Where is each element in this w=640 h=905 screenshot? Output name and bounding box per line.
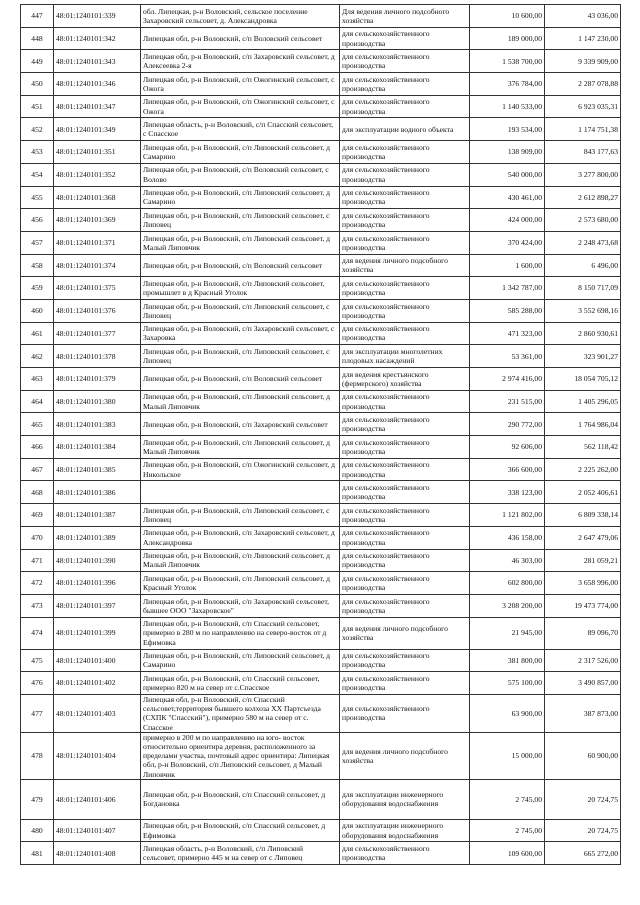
cadastral-value-cell: 562 118,42	[545, 436, 621, 459]
cadastral-number-cell: 48:01:1240101:403	[54, 694, 141, 732]
permitted-use-cell: для сельскохозяйственного производства	[340, 572, 470, 595]
address-cell: Липецкая область, р-н Воловский, с/п Липовский сельсовет, примерно 445 м на север от с Липовец	[141, 842, 340, 865]
cadastral-number-cell: 48:01:1240101:385	[54, 458, 141, 481]
area-cell: 3 208 200,00	[470, 594, 545, 617]
row-number-cell: 469	[21, 504, 54, 527]
table-row	[21, 73, 621, 96]
address-cell: Липецкая обл, р-н Воловский, с/п Спасский сельсовет, д Богдановка	[141, 779, 340, 819]
area-cell: 46 303,00	[470, 549, 545, 572]
cadastral-number-cell: 48:01:1240101:407	[54, 819, 141, 842]
row-number-cell: 460	[21, 299, 54, 322]
table-row	[21, 254, 621, 277]
table-row	[21, 345, 621, 368]
row-number-cell: 466	[21, 436, 54, 459]
area-cell: 585 288,00	[470, 299, 545, 322]
cadastral-number-cell: 48:01:1240101:343	[54, 50, 141, 73]
row-number-cell: 473	[21, 594, 54, 617]
address-cell: примерно в 200 м по направлению на юго- восток относительно ориентира деревня, расположенного за пределами участка, почтовый адрес ориентира: Липецкая обл, р-н Воловский, с/п Липовский сельсовет, д Малый Липовчик	[141, 732, 340, 779]
area-cell: 290 772,00	[470, 413, 545, 436]
permitted-use-cell: для сельскохозяйственного производства	[340, 95, 470, 118]
cadastral-value-cell: 2 860 930,61	[545, 322, 621, 345]
cadastral-number-cell: 48:01:1240101:347	[54, 95, 141, 118]
cadastral-number-cell: 48:01:1240101:383	[54, 413, 141, 436]
address-cell: Липецкая обл, р-н Воловский, с/п Захаровский сельсовет, д Алексеевка 2-я	[141, 50, 340, 73]
cadastral-value-cell: 2 573 680,00	[545, 209, 621, 232]
area-cell: 21 945,00	[470, 617, 545, 649]
cadastral-value-cell: 3 552 698,16	[545, 299, 621, 322]
area-cell: 10 600,00	[470, 5, 545, 28]
row-number-cell: 452	[21, 118, 54, 141]
area-cell: 381 800,00	[470, 649, 545, 672]
address-cell: Липецкая обл, р-н Воловский, с/п Липовский сельсовет, д Красный Уголок	[141, 572, 340, 595]
permitted-use-cell: для сельскохозяйственного производства	[340, 481, 470, 504]
address-cell: Липецкая обл, р-н Воловский, с/п Ожогинский сельсовет, с Ожога	[141, 95, 340, 118]
address-cell: Липецкая обл, р-н Воловский, с/п Липовский сельсовет, д Самарино	[141, 141, 340, 164]
table-row	[21, 594, 621, 617]
permitted-use-cell: для сельскохозяйственного производства	[340, 322, 470, 345]
cadastral-value-cell: 2 317 526,00	[545, 649, 621, 672]
table-row	[21, 526, 621, 549]
permitted-use-cell: для сельскохозяйственного производства	[340, 299, 470, 322]
cadastral-value-cell: 6 496,00	[545, 254, 621, 277]
cadastral-number-cell: 48:01:1240101:346	[54, 73, 141, 96]
area-cell: 471 323,00	[470, 322, 545, 345]
permitted-use-cell: для ведения личного подсобного хозяйства	[340, 732, 470, 779]
cadastral-value-cell: 3 490 857,00	[545, 672, 621, 695]
table-row	[21, 694, 621, 732]
cadastral-value-cell: 43 036,00	[545, 5, 621, 28]
permitted-use-cell: для эксплуатации водного объекта	[340, 118, 470, 141]
row-number-cell: 481	[21, 842, 54, 865]
table-row	[21, 436, 621, 459]
row-number-cell: 477	[21, 694, 54, 732]
table-row	[21, 617, 621, 649]
row-number-cell: 450	[21, 73, 54, 96]
row-number-cell: 472	[21, 572, 54, 595]
cadastral-number-cell: 48:01:1240101:377	[54, 322, 141, 345]
address-cell: Липецкая обл, р-н Воловский, с/п Ожогинский сельсовет, с Ожога	[141, 73, 340, 96]
area-cell: 15 000,00	[470, 732, 545, 779]
area-cell: 63 900,00	[470, 694, 545, 732]
cadastral-number-cell: 48:01:1240101:390	[54, 549, 141, 572]
address-cell: Липецкая обл, р-н Воловский, с/п Воловский сельсовет, с Волово	[141, 163, 340, 186]
address-cell: Липецкая обл, р-н Воловский, с/п Спасский сельсовет, д Ефимовка	[141, 819, 340, 842]
cadastral-value-cell: 3 277 800,00	[545, 163, 621, 186]
cadastral-number-cell: 48:01:1240101:399	[54, 617, 141, 649]
address-cell: Липецкая обл, р-н Воловский, с/п Липовский сельсовет, д Самарино	[141, 649, 340, 672]
table-row	[21, 5, 621, 28]
cadastral-number-cell: 48:01:1240101:374	[54, 254, 141, 277]
cadastral-number-cell: 48:01:1240101:386	[54, 481, 141, 504]
address-cell: Липецкая обл, р-н Воловский, с/п Захаровский сельсовет	[141, 413, 340, 436]
permitted-use-cell: для эксплуатации многолетних плодовых насаждений	[340, 345, 470, 368]
row-number-cell: 458	[21, 254, 54, 277]
address-cell: Липецкая обл, р-н Воловский, с/п Захаровский сельсовет, бывшее ООО "Захаровское"	[141, 594, 340, 617]
cadastral-number-cell: 48:01:1240101:396	[54, 572, 141, 595]
table-row	[21, 27, 621, 50]
land-parcels-table	[20, 4, 621, 865]
table-row	[21, 413, 621, 436]
address-cell: Липецкая обл, р-н Воловский, с/п Липовский сельсовет, с Липовец	[141, 504, 340, 527]
address-cell: Липецкая обл, р-н Воловский, с/п Воловский сельсовет	[141, 254, 340, 277]
area-cell: 1 538 700,00	[470, 50, 545, 73]
address-cell: Липецкая обл, р-н Воловский, с/п Спасский сельсовет, примерно в 280 м по направлению на северо-восток от д Ефимовка	[141, 617, 340, 649]
cadastral-value-cell: 60 900,00	[545, 732, 621, 779]
table-row	[21, 732, 621, 779]
cadastral-number-cell: 48:01:1240101:380	[54, 390, 141, 413]
table-row	[21, 458, 621, 481]
permitted-use-cell: для сельскохозяйственного производства	[340, 27, 470, 50]
row-number-cell: 465	[21, 413, 54, 436]
address-cell: Липецкая обл, р-н Воловский, с/п Спасский сельсовет,территория бывшего колхоза XX Партсъезда (СХПК "Спасский"), примерно 580 м на север от с. Спасское	[141, 694, 340, 732]
cadastral-value-cell: 281 059,21	[545, 549, 621, 572]
address-cell: Липецкая обл, р-н Воловский, с/п Воловский сельсовет	[141, 368, 340, 391]
table-row	[21, 322, 621, 345]
row-number-cell: 474	[21, 617, 54, 649]
table-body	[21, 5, 621, 865]
table-row	[21, 209, 621, 232]
cadastral-value-cell: 89 096,70	[545, 617, 621, 649]
address-cell: Липецкая обл, р-н Воловский, с/п Липовский сельсовет, д Малый Липовчик	[141, 436, 340, 459]
row-number-cell: 451	[21, 95, 54, 118]
table-row	[21, 672, 621, 695]
cadastral-number-cell: 48:01:1240101:400	[54, 649, 141, 672]
cadastral-number-cell: 48:01:1240101:375	[54, 277, 141, 300]
table-row	[21, 390, 621, 413]
cadastral-value-cell: 323 901,27	[545, 345, 621, 368]
permitted-use-cell: для ведения личного подсобного хозяйства	[340, 617, 470, 649]
row-number-cell: 467	[21, 458, 54, 481]
address-cell: Липецкая обл, р-н Воловский, с/п Захаровский сельсовет, с Захаровка	[141, 322, 340, 345]
cadastral-value-cell: 20 724,75	[545, 779, 621, 819]
permitted-use-cell: для сельскохозяйственного производства	[340, 50, 470, 73]
address-cell: Липецкая обл, р-н Воловский, с/п Спасский сельсовет, примерно 820 м на север от с.Спасское	[141, 672, 340, 695]
address-cell: Липецкая обл, р-н Воловский, с/п Липовский сельсовет, д Самарино	[141, 186, 340, 209]
permitted-use-cell: для сельскохозяйственного производства	[340, 594, 470, 617]
cadastral-number-cell: 48:01:1240101:384	[54, 436, 141, 459]
permitted-use-cell: для сельскохозяйственного производства	[340, 277, 470, 300]
table-row	[21, 299, 621, 322]
cadastral-value-cell: 2 612 898,27	[545, 186, 621, 209]
row-number-cell: 448	[21, 27, 54, 50]
table-row	[21, 368, 621, 391]
cadastral-value-cell: 6 923 035,31	[545, 95, 621, 118]
table-row	[21, 481, 621, 504]
permitted-use-cell: для сельскохозяйственного производства	[340, 390, 470, 413]
permitted-use-cell: для сельскохозяйственного производства	[340, 458, 470, 481]
row-number-cell: 471	[21, 549, 54, 572]
table-row	[21, 95, 621, 118]
area-cell: 109 600,00	[470, 842, 545, 865]
cadastral-number-cell: 48:01:1240101:368	[54, 186, 141, 209]
row-number-cell: 455	[21, 186, 54, 209]
table-row	[21, 549, 621, 572]
area-cell: 370 424,00	[470, 231, 545, 254]
cadastral-value-cell: 2 052 406,61	[545, 481, 621, 504]
permitted-use-cell: для сельскохозяйственного производства	[340, 163, 470, 186]
permitted-use-cell: для эксплуатации инженерного оборудования водоснабжения	[340, 779, 470, 819]
cadastral-number-cell: 48:01:1240101:342	[54, 27, 141, 50]
area-cell: 193 534,00	[470, 118, 545, 141]
cadastral-value-cell: 3 658 996,00	[545, 572, 621, 595]
address-cell: Липецкая обл, р-н Воловский, с/п Захаровский сельсовет, д Александровка	[141, 526, 340, 549]
area-cell: 2 974 416,00	[470, 368, 545, 391]
permitted-use-cell: для ведения личного подсобного хозяйства	[340, 254, 470, 277]
cadastral-number-cell: 48:01:1240101:352	[54, 163, 141, 186]
address-cell: Липецкая обл, р-н Воловский, с/п Ожогинский сельсовет, д Никольское	[141, 458, 340, 481]
area-cell: 540 000,00	[470, 163, 545, 186]
row-number-cell: 468	[21, 481, 54, 504]
cadastral-number-cell: 48:01:1240101:339	[54, 5, 141, 28]
area-cell: 602 800,00	[470, 572, 545, 595]
row-number-cell: 463	[21, 368, 54, 391]
row-number-cell: 478	[21, 732, 54, 779]
row-number-cell: 476	[21, 672, 54, 695]
table-row	[21, 819, 621, 842]
cadastral-number-cell: 48:01:1240101:408	[54, 842, 141, 865]
row-number-cell: 464	[21, 390, 54, 413]
row-number-cell: 454	[21, 163, 54, 186]
permitted-use-cell: для сельскохозяйственного производства	[340, 549, 470, 572]
permitted-use-cell: Для ведения личного подсобного хозяйства	[340, 5, 470, 28]
cadastral-number-cell: 48:01:1240101:397	[54, 594, 141, 617]
table-row	[21, 141, 621, 164]
row-number-cell: 462	[21, 345, 54, 368]
address-cell: Липецкая обл, р-н Воловский, с/п Липовский сельсовет, с Липовец	[141, 209, 340, 232]
cadastral-value-cell: 1 405 296,05	[545, 390, 621, 413]
cadastral-value-cell: 2 248 473,68	[545, 231, 621, 254]
cadastral-value-cell: 9 339 909,00	[545, 50, 621, 73]
table-row	[21, 277, 621, 300]
table-row	[21, 572, 621, 595]
table-row	[21, 779, 621, 819]
area-cell: 575 100,00	[470, 672, 545, 695]
cadastral-value-cell: 843 177,63	[545, 141, 621, 164]
row-number-cell: 470	[21, 526, 54, 549]
permitted-use-cell: для эксплуатации инженерного оборудования водоснабжения	[340, 819, 470, 842]
table-row	[21, 504, 621, 527]
cadastral-value-cell: 18 054 705,12	[545, 368, 621, 391]
cadastral-number-cell: 48:01:1240101:378	[54, 345, 141, 368]
address-cell: Липецкая обл, р-н Воловский, с/п Липовский сельсовет, с Липовец	[141, 299, 340, 322]
area-cell: 2 745,00	[470, 779, 545, 819]
permitted-use-cell: для сельскохозяйственного производства	[340, 504, 470, 527]
row-number-cell: 479	[21, 779, 54, 819]
cadastral-number-cell: 48:01:1240101:406	[54, 779, 141, 819]
cadastral-number-cell: 48:01:1240101:387	[54, 504, 141, 527]
address-cell: Липецкая обл, р-н Воловский, с/п Липовский сельсовет, промышлет в д Красный Уголок	[141, 277, 340, 300]
cadastral-value-cell: 8 150 717,09	[545, 277, 621, 300]
row-number-cell: 475	[21, 649, 54, 672]
area-cell: 430 461,00	[470, 186, 545, 209]
address-cell: обл. Липецкая, р-н Воловский, сельское поселение Захаровский сельсовет, д. Александровка	[141, 5, 340, 28]
cadastral-value-cell: 1 764 986,04	[545, 413, 621, 436]
row-number-cell: 447	[21, 5, 54, 28]
table-row	[21, 842, 621, 865]
cadastral-number-cell: 48:01:1240101:351	[54, 141, 141, 164]
cadastral-value-cell: 2 225 262,00	[545, 458, 621, 481]
area-cell: 1 600,00	[470, 254, 545, 277]
area-cell: 436 158,00	[470, 526, 545, 549]
address-cell: Липецкая область, р-н Воловский, с/п Спасский сельсовет, с Спасское	[141, 118, 340, 141]
table-row	[21, 118, 621, 141]
permitted-use-cell: для сельскохозяйственного производства	[340, 186, 470, 209]
area-cell: 189 000,00	[470, 27, 545, 50]
cadastral-number-cell: 48:01:1240101:371	[54, 231, 141, 254]
address-cell: Липецкая обл, р-н Воловский, с/п Липовский сельсовет, д Малый Липовчик	[141, 231, 340, 254]
row-number-cell: 459	[21, 277, 54, 300]
area-cell: 53 361,00	[470, 345, 545, 368]
table-row	[21, 231, 621, 254]
cadastral-number-cell: 48:01:1240101:402	[54, 672, 141, 695]
area-cell: 231 515,00	[470, 390, 545, 413]
area-cell: 376 784,00	[470, 73, 545, 96]
table-row	[21, 50, 621, 73]
area-cell: 2 745,00	[470, 819, 545, 842]
permitted-use-cell: для сельскохозяйственного производства	[340, 413, 470, 436]
permitted-use-cell: для сельскохозяйственного производства	[340, 209, 470, 232]
permitted-use-cell: для ведения крестьянского (фермерского) хозяйства	[340, 368, 470, 391]
area-cell: 424 000,00	[470, 209, 545, 232]
area-cell: 366 600,00	[470, 458, 545, 481]
area-cell: 1 121 802,00	[470, 504, 545, 527]
permitted-use-cell: для сельскохозяйственного производства	[340, 73, 470, 96]
row-number-cell: 480	[21, 819, 54, 842]
cadastral-value-cell: 2 287 078,88	[545, 73, 621, 96]
row-number-cell: 457	[21, 231, 54, 254]
cadastral-number-cell: 48:01:1240101:404	[54, 732, 141, 779]
permitted-use-cell: для сельскохозяйственного производства	[340, 436, 470, 459]
cadastral-number-cell: 48:01:1240101:349	[54, 118, 141, 141]
row-number-cell: 449	[21, 50, 54, 73]
permitted-use-cell: для сельскохозяйственного производства	[340, 649, 470, 672]
cadastral-value-cell: 1 147 230,00	[545, 27, 621, 50]
row-number-cell: 456	[21, 209, 54, 232]
row-number-cell: 453	[21, 141, 54, 164]
area-cell: 92 606,00	[470, 436, 545, 459]
address-cell: Липецкая обл, р-н Воловский, с/п Липовский сельсовет, с Липовец	[141, 345, 340, 368]
cadastral-value-cell: 20 724,75	[545, 819, 621, 842]
cadastral-value-cell: 19 473 774,00	[545, 594, 621, 617]
cadastral-value-cell: 1 174 751,38	[545, 118, 621, 141]
permitted-use-cell: для сельскохозяйственного производства	[340, 231, 470, 254]
cadastral-value-cell: 387 873,00	[545, 694, 621, 732]
cadastral-value-cell: 2 647 479,06	[545, 526, 621, 549]
table-row	[21, 649, 621, 672]
table-row	[21, 186, 621, 209]
table-row	[21, 163, 621, 186]
permitted-use-cell: для сельскохозяйственного производства	[340, 694, 470, 732]
cadastral-number-cell: 48:01:1240101:389	[54, 526, 141, 549]
address-cell: Липецкая обл, р-н Воловский, с/п Воловский сельсовет	[141, 27, 340, 50]
permitted-use-cell: для сельскохозяйственного производства	[340, 141, 470, 164]
cadastral-number-cell: 48:01:1240101:369	[54, 209, 141, 232]
area-cell: 338 123,00	[470, 481, 545, 504]
permitted-use-cell: для сельскохозяйственного производства	[340, 672, 470, 695]
address-cell: Липецкая обл, р-н Воловский, с/п Липовский сельсовет, д Малый Липовчик	[141, 549, 340, 572]
address-cell: Липецкая обл, р-н Воловский, с/п Липовский сельсовет, д Малый Липовчик	[141, 390, 340, 413]
area-cell: 138 909,00	[470, 141, 545, 164]
cadastral-value-cell: 665 272,00	[545, 842, 621, 865]
permitted-use-cell: для сельскохозяйственного производства	[340, 842, 470, 865]
permitted-use-cell: для сельскохозяйственного производства	[340, 526, 470, 549]
cadastral-value-cell: 6 809 338,14	[545, 504, 621, 527]
cadastral-number-cell: 48:01:1240101:376	[54, 299, 141, 322]
row-number-cell: 461	[21, 322, 54, 345]
area-cell: 1 140 533,00	[470, 95, 545, 118]
cadastral-number-cell: 48:01:1240101:379	[54, 368, 141, 391]
address-cell	[141, 481, 340, 504]
area-cell: 1 342 787,00	[470, 277, 545, 300]
